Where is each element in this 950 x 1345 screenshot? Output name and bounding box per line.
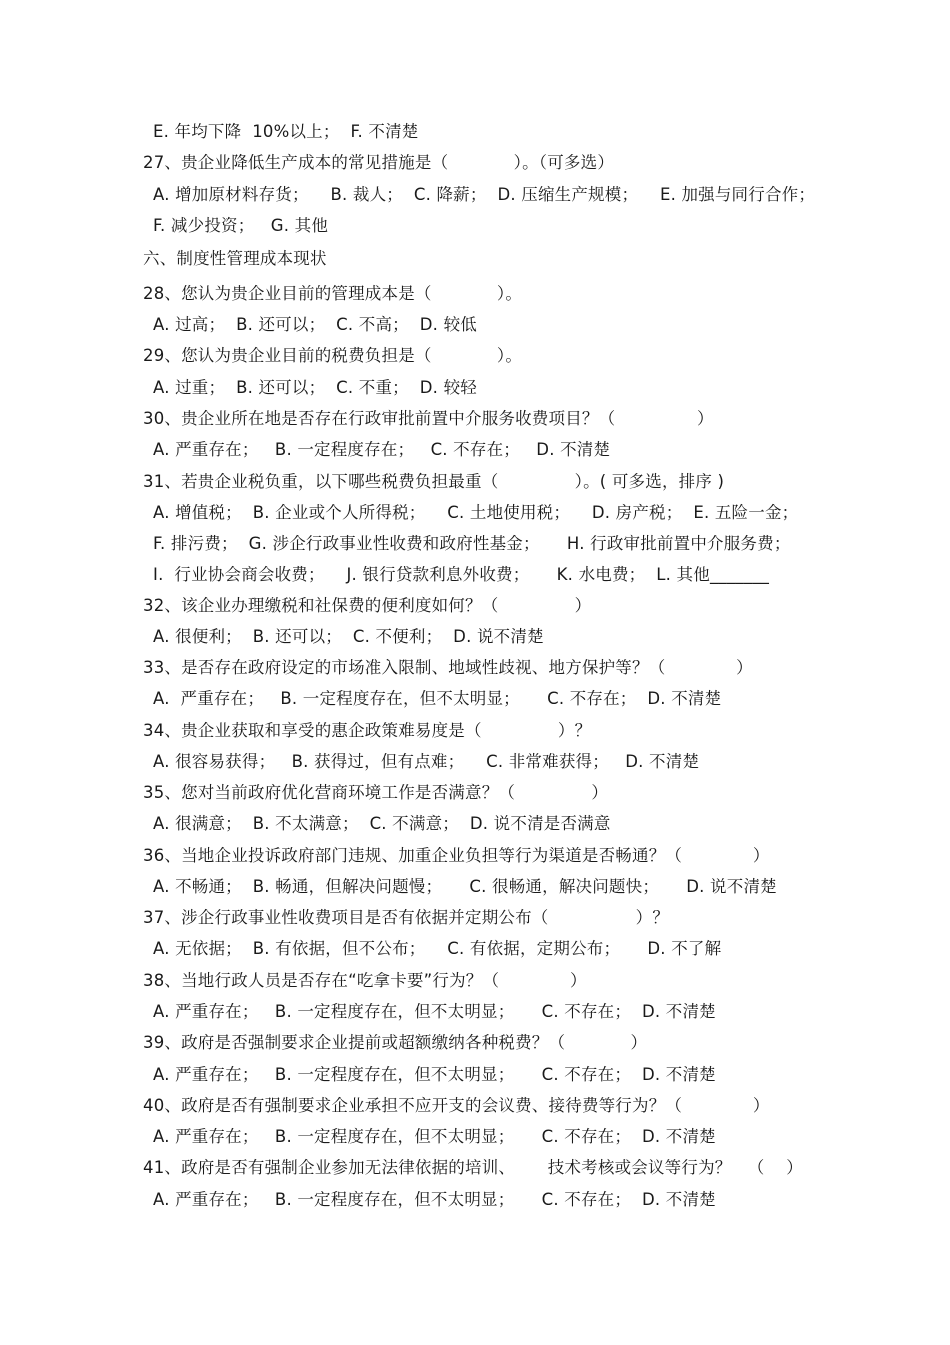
option-line: A. 严重存在； B. 一定程度存在； C. 不存在； D. 不清楚 xyxy=(153,440,611,459)
question-35: 35、您对当前政府优化营商环境工作是否满意？（ ） xyxy=(143,783,609,802)
question-29: 29、您认为贵企业目前的税费负担是（ ）。 xyxy=(143,346,523,365)
option-line: A. 不畅通； B. 畅通，但解决问题慢； C. 很畅通，解决问题快； D. 说不清楚 xyxy=(153,877,777,896)
question-39: 39、政府是否强制要求企业提前或超额缴纳各种税费？（ ） xyxy=(143,1033,648,1052)
option-line: A. 很满意； B. 不太满意； C. 不满意； D. 说不清是否满意 xyxy=(153,814,611,833)
question-37: 37、涉企行政事业性收费项目是否有依据并定期公布（ ）？ xyxy=(143,908,670,927)
option-line: A. 增加原材料存货； B. 裁人； C. 降薪； D. 压缩生产规模； E. 加强与同行合作； xyxy=(153,185,816,204)
question-40: 40、政府是否有强制要求企业承担不应开支的会议费、接待费等行为？（ ） xyxy=(143,1096,770,1115)
option-line: A. 严重存在； B. 一定程度存在，但不太明显； C. 不存在； D. 不清楚 xyxy=(153,1065,716,1084)
option-line: I. 行业协会商会收费； J. 银行贷款利息外收费； K. 水电费； L. 其他_______ xyxy=(153,565,770,584)
question-41: 41、政府是否有强制企业参加无法律依据的培训、 技术考核或会议等行为？ （ ） xyxy=(143,1158,803,1177)
option-line: F. 减少投资； G. 其他 xyxy=(153,216,329,235)
question-27: 27、贵企业降低生产成本的常见措施是（ ）。（可多选） xyxy=(143,153,615,172)
option-line: A. 增值税； B. 企业或个人所得税； C. 土地使用税； D. 房产税； E. 五险一金； xyxy=(153,503,799,522)
question-30: 30、贵企业所在地是否存在行政审批前置中介服务收费项目？（ ） xyxy=(143,409,714,428)
option-line: A. 严重存在； B. 一定程度存在，但不太明显； C. 不存在； D. 不清楚 xyxy=(153,689,722,708)
option-line: E. 年均下降 10%以上； F. 不清楚 xyxy=(153,122,419,141)
option-line: A. 无依据； B. 有依据，但不公布； C. 有依据，定期公布； D. 不了解 xyxy=(153,939,722,958)
option-line: A. 很容易获得； B. 获得过，但有点难； C. 非常难获得； D. 不清楚 xyxy=(153,752,700,771)
option-line: A. 严重存在； B. 一定程度存在，但不太明显； C. 不存在； D. 不清楚 xyxy=(153,1127,716,1146)
section-heading: 六、制度性管理成本现状 xyxy=(143,249,327,268)
question-32: 32、该企业办理缴税和社保费的便利度如何？（ ） xyxy=(143,596,592,615)
question-28: 28、您认为贵企业目前的管理成本是（ ）。 xyxy=(143,284,523,303)
option-line: A. 过高； B. 还可以； C. 不高； D. 较低 xyxy=(153,315,477,334)
option-line: A. 过重； B. 还可以； C. 不重； D. 较轻 xyxy=(153,378,477,397)
question-31: 31、若贵企业税负重，以下哪些税费负担最重（ ）。( 可多选，排序 ) xyxy=(143,472,725,491)
question-36: 36、当地企业投诉政府部门违规、加重企业负担等行为渠道是否畅通？（ ） xyxy=(143,846,770,865)
option-line: A. 严重存在； B. 一定程度存在，但不太明显； C. 不存在； D. 不清楚 xyxy=(153,1190,716,1209)
question-38: 38、当地行政人员是否存在“吃拿卡要”行为？（ ） xyxy=(143,971,587,990)
question-34: 34、贵企业获取和享受的惠企政策难易度是（ ）？ xyxy=(143,721,592,740)
option-line: F. 排污费； G. 涉企行政事业性收费和政府性基金； H. 行政审批前置中介服务费； xyxy=(153,534,791,553)
question-33: 33、是否存在政府设定的市场准入限制、地域性歧视、地方保护等？（ ） xyxy=(143,658,753,677)
option-line: A. 很便利； B. 还可以； C. 不便利； D. 说不清楚 xyxy=(153,627,544,646)
option-line: A. 严重存在； B. 一定程度存在，但不太明显； C. 不存在； D. 不清楚 xyxy=(153,1002,716,1021)
